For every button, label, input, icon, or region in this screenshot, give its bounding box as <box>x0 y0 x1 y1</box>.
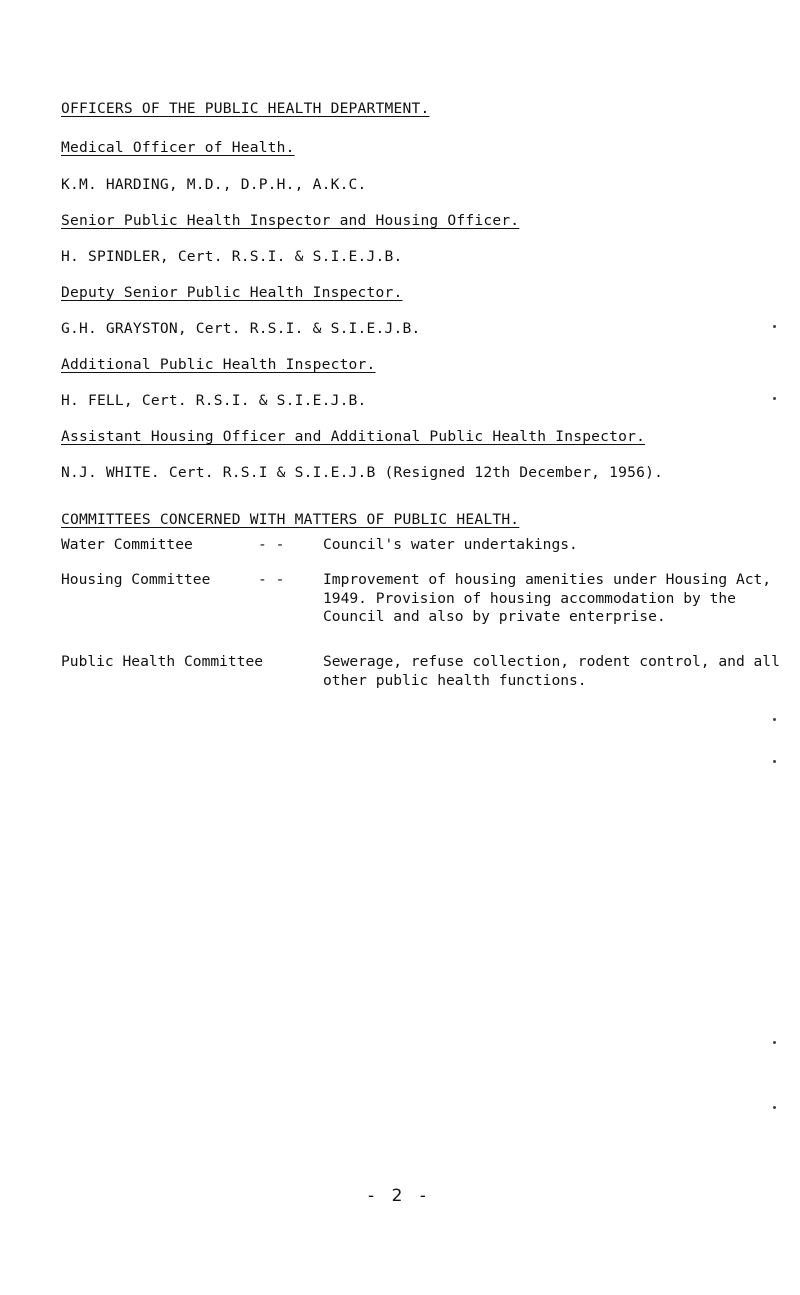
scan-speck <box>773 760 776 763</box>
officer-title-1: Medical Officer of Health. <box>61 139 295 156</box>
scan-speck <box>773 718 776 721</box>
committee-desc-water: Council's water undertakings. <box>323 536 578 553</box>
committee-desc-public-health: Sewerage, refuse collection, rodent control, and all other public health functions. <box>323 653 780 689</box>
officer-title-5: Assistant Housing Officer and Additional Public Health Inspector. <box>61 428 646 445</box>
officer-title-4: Additional Public Health Inspector. <box>61 356 376 373</box>
officer-title-2: Senior Public Health Inspector and Housing Officer. <box>61 212 520 229</box>
officer-name-5: N.J. WHITE. Cert. R.S.I & S.I.E.J.B (Resigned 12th December, 1956). <box>61 464 664 481</box>
committee-name-housing: Housing Committee <box>61 571 211 588</box>
officer-name-1: K.M. HARDING, M.D., D.P.H., A.K.C. <box>61 176 367 193</box>
scan-speck <box>773 325 776 328</box>
committee-name-water: Water Committee <box>61 536 193 553</box>
committee-dash-housing: - - <box>258 571 285 588</box>
committee-name-public-health: Public Health Committee <box>61 653 264 670</box>
officer-name-4: H. FELL, Cert. R.S.I. & S.I.E.J.B. <box>61 392 367 409</box>
page-number: - 2 - <box>368 1186 432 1206</box>
scan-speck <box>773 397 776 400</box>
committee-desc-housing: Improvement of housing amenities under Housing Act, 1949. Provision of housing accommodation by the Council and also by private enterprise. <box>323 571 772 625</box>
officer-name-3: G.H. GRAYSTON, Cert. R.S.I. & S.I.E.J.B. <box>61 320 421 337</box>
scan-speck <box>773 1041 776 1044</box>
officers-heading: OFFICERS OF THE PUBLIC HEALTH DEPARTMENT. <box>61 100 430 117</box>
officer-title-3: Deputy Senior Public Health Inspector. <box>61 284 403 301</box>
officer-name-2: H. SPINDLER, Cert. R.S.I. & S.I.E.J.B. <box>61 248 403 265</box>
committee-dash-water: - - <box>258 536 285 553</box>
scan-speck <box>773 1106 776 1109</box>
committees-heading: COMMITTEES CONCERNED WITH MATTERS OF PUBLIC HEALTH. <box>61 511 520 528</box>
